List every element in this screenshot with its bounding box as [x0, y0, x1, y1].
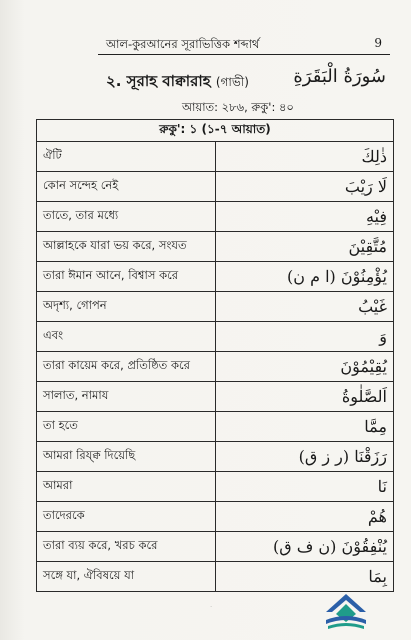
surah-tag: (গাভী) [215, 75, 249, 89]
word-arabic: غَيْبُ [215, 292, 394, 322]
meaning-bengali: ঐটি [37, 142, 216, 172]
word-arabic: رَزَقْنَا (ر ز ق) [215, 442, 394, 472]
word-arabic: اَلصَّلٰوةُ [215, 382, 394, 412]
table-row [37, 142, 394, 172]
word-arabic: بِمَا [215, 562, 394, 592]
word-arabic: فِيْهِ [215, 202, 394, 232]
table-row [37, 412, 394, 442]
table-row [37, 262, 394, 292]
bleed-through-text: · [210, 603, 213, 611]
word-arabic: نَا [215, 472, 394, 502]
running-title: আল-কুরআনের সূরাভিত্তিক শব্দার্থ [106, 37, 260, 51]
meaning-bengali: তাদেরকে [37, 502, 216, 532]
table-row [37, 442, 394, 472]
word-arabic: وَ [215, 322, 394, 352]
ruku-label: রুকু': ১ (১-৭ আয়াত) [37, 120, 394, 142]
word-arabic: مُتَّقِيْنَ [215, 232, 394, 262]
word-arabic: هُمْ [215, 502, 394, 532]
meaning-bengali: সঙ্গে যা, ঐবিষয়ে যা [37, 562, 216, 592]
meaning-bengali: তারা ব্যয় করে, খরচ করে [37, 532, 216, 562]
table-row [37, 352, 394, 382]
meaning-bengali: আল্লাহকে যারা ভয় করে, সংযত [37, 232, 216, 262]
running-header [98, 36, 390, 55]
surah-heading [102, 66, 392, 92]
surah-title-arabic: سُورَةُ الْبَقَرَةِ [293, 66, 386, 87]
meaning-bengali: তাতে, তার মধ্যে [37, 202, 216, 232]
table-row [37, 532, 394, 562]
publisher-logo [322, 592, 370, 632]
table-row [37, 232, 394, 262]
word-arabic: يُنْفِقُوْنَ (ن ف ق) [215, 532, 394, 562]
meaning-bengali: এবং [37, 322, 216, 352]
word-arabic: يُؤْمِنُوْنَ (ا م ن) [215, 262, 394, 292]
meaning-bengali: আমরা [37, 472, 216, 502]
page-number: 9 [374, 36, 382, 50]
table-row [37, 292, 394, 322]
table-row [37, 472, 394, 502]
meaning-bengali: তা হতে [37, 412, 216, 442]
meaning-bengali: তারা ঈমান আনে, বিশ্বাস করে [37, 262, 216, 292]
table-row [37, 322, 394, 352]
verses-info: আয়াত: ২৮৬, রুকু': ৪০ [182, 100, 294, 114]
meaning-bengali: আমরা রিয্‌ক্ব দিয়েছি [37, 442, 216, 472]
word-arabic: يُقِيْمُوْنَ [215, 352, 394, 382]
table-row [37, 502, 394, 532]
ruku-header-row [37, 120, 394, 142]
table-row [37, 202, 394, 232]
meaning-bengali: সালাত, নামায [37, 382, 216, 412]
word-arabic: لَا رَيْبَ [215, 172, 394, 202]
table-row [37, 172, 394, 202]
surah-title-bengali: ২. সূরাহ বাক্বারাহ (গাভী) [106, 72, 249, 90]
word-arabic: مِمَّا [215, 412, 394, 442]
meaning-bengali: অদৃশ্য, গোপন [37, 292, 216, 322]
meaning-bengali: কোন সন্দেহ নেই [37, 172, 216, 202]
table-row [37, 562, 394, 592]
table-row [37, 382, 394, 412]
vocabulary-table [36, 119, 394, 592]
meaning-bengali: তারা কায়েম করে, প্রতিষ্ঠিত করে [37, 352, 216, 382]
word-arabic: ذٰلِكَ [215, 142, 394, 172]
